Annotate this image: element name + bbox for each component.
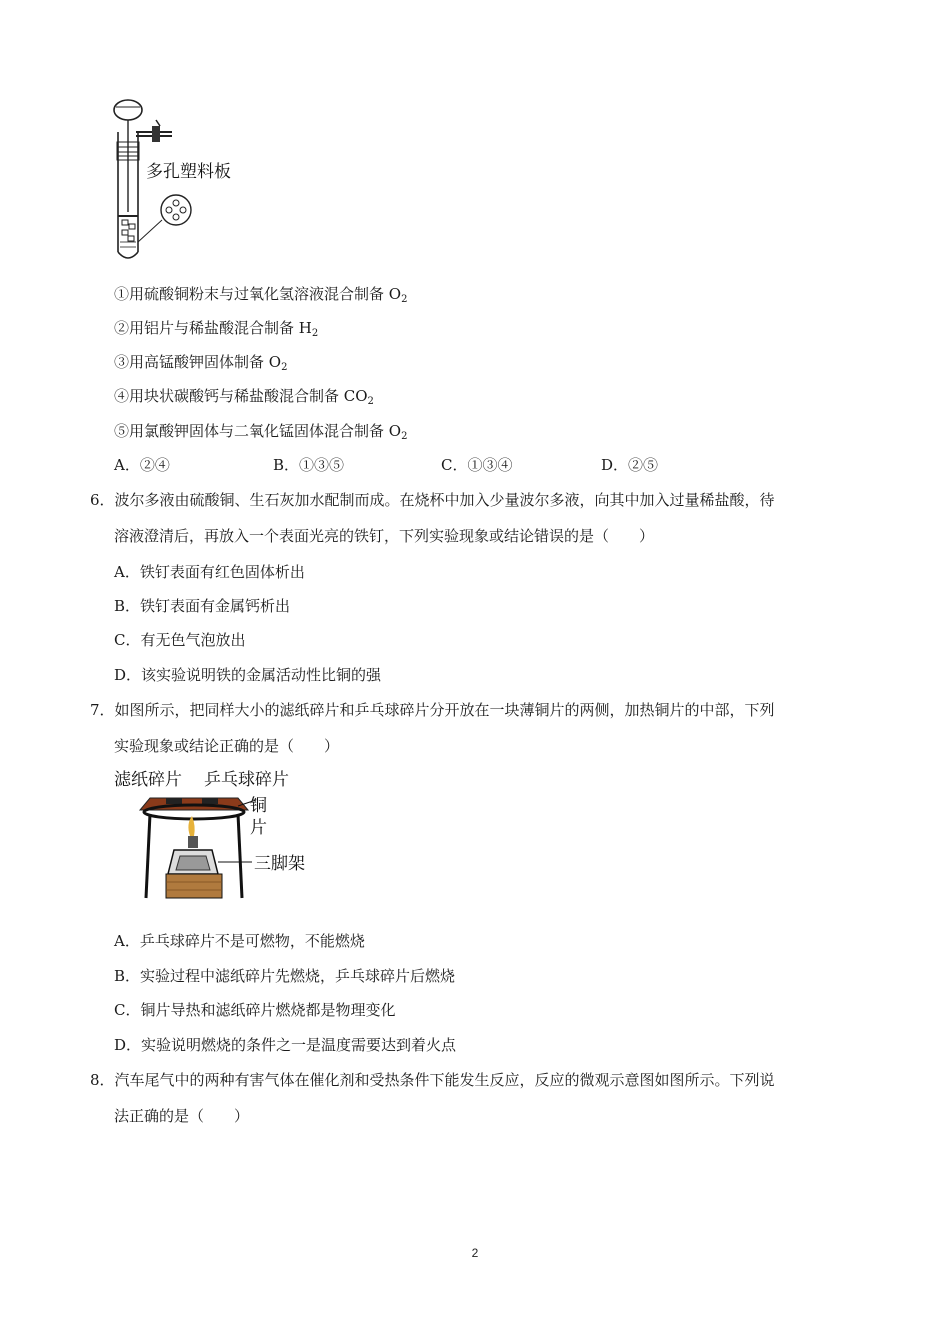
q5-item-5: ⑤用氯酸钾固体与二氧化锰固体混合制备 $O_2$: [114, 422, 408, 442]
pingpong-label: 乒乓球碎片: [204, 770, 289, 790]
q5-option-b[interactable]: B．①③⑤: [273, 456, 345, 474]
q8-stem-line1: 8．汽车尾气中的两种有害气体在催化剂和受热条件下能发生反应，反应的微观示意图如图所示。下列说: [90, 1071, 775, 1089]
q5-item-1: ①用硫酸铜粉末与过氧化氢溶液混合制备 $O_2$: [114, 285, 408, 305]
q6-stem-line1: 6．波尔多液由硫酸铜、生石灰加水配制而成。在烧杯中加入少量波尔多液，向其中加入过量稀盐酸，待: [90, 491, 775, 509]
q7-option-d[interactable]: D．实验说明燃烧的条件之一是温度需要达到着火点: [114, 1036, 457, 1054]
q7-option-b[interactable]: B．实验过程中滤纸碎片先燃烧，乒乓球碎片后燃烧: [114, 967, 456, 985]
q5-item-3: ③用高锰酸钾固体制备 $O_2$: [114, 353, 288, 373]
q5-option-c[interactable]: C．①③④: [441, 456, 513, 474]
porous-plate-label: 多孔塑料板: [146, 162, 231, 182]
q6-option-d[interactable]: D．该实验说明铁的金属活动性比铜的强: [114, 666, 382, 684]
q6-option-c[interactable]: C．有无色气泡放出: [114, 631, 246, 649]
q6-option-a[interactable]: A．铁钉表面有红色固体析出: [114, 563, 305, 581]
tripod-label: 三脚架: [254, 854, 305, 874]
q5-item-4: ④用块状碳酸钙与稀盐酸混合制备 $CO_2$: [114, 387, 374, 407]
q7-stem-line2: 实验现象或结论正确的是（ ）: [114, 737, 340, 755]
copper-label-1: 铜: [250, 796, 267, 816]
q6-option-b[interactable]: B．铁钉表面有金属钙析出: [114, 597, 291, 615]
q5-option-d[interactable]: D．②⑤: [601, 456, 659, 474]
q5-item-2: ②用铝片与稀盐酸混合制备 $H_2$: [114, 319, 319, 339]
page-number: 2: [471, 1246, 479, 1260]
q8-stem-line2: 法正确的是（ ）: [114, 1107, 250, 1125]
q7-option-a[interactable]: A．乒乓球碎片不是可燃物，不能燃烧: [114, 932, 365, 950]
q5-option-a[interactable]: A．②④: [114, 456, 170, 474]
copper-label-2: 片: [250, 818, 267, 838]
q6-stem-line2: 溶液澄清后，再放入一个表面光亮的铁钉，下列实验现象或结论错误的是（ ）: [114, 527, 655, 545]
q7-stem-line1: 7．如图所示，把同样大小的滤纸碎片和乒乓球碎片分开放在一块薄铜片的两侧，加热铜片的中部，下列: [90, 701, 775, 719]
filter-paper-label: 滤纸碎片: [114, 770, 182, 790]
q7-option-c[interactable]: C．铜片导热和滤纸碎片燃烧都是物理变化: [114, 1001, 396, 1019]
